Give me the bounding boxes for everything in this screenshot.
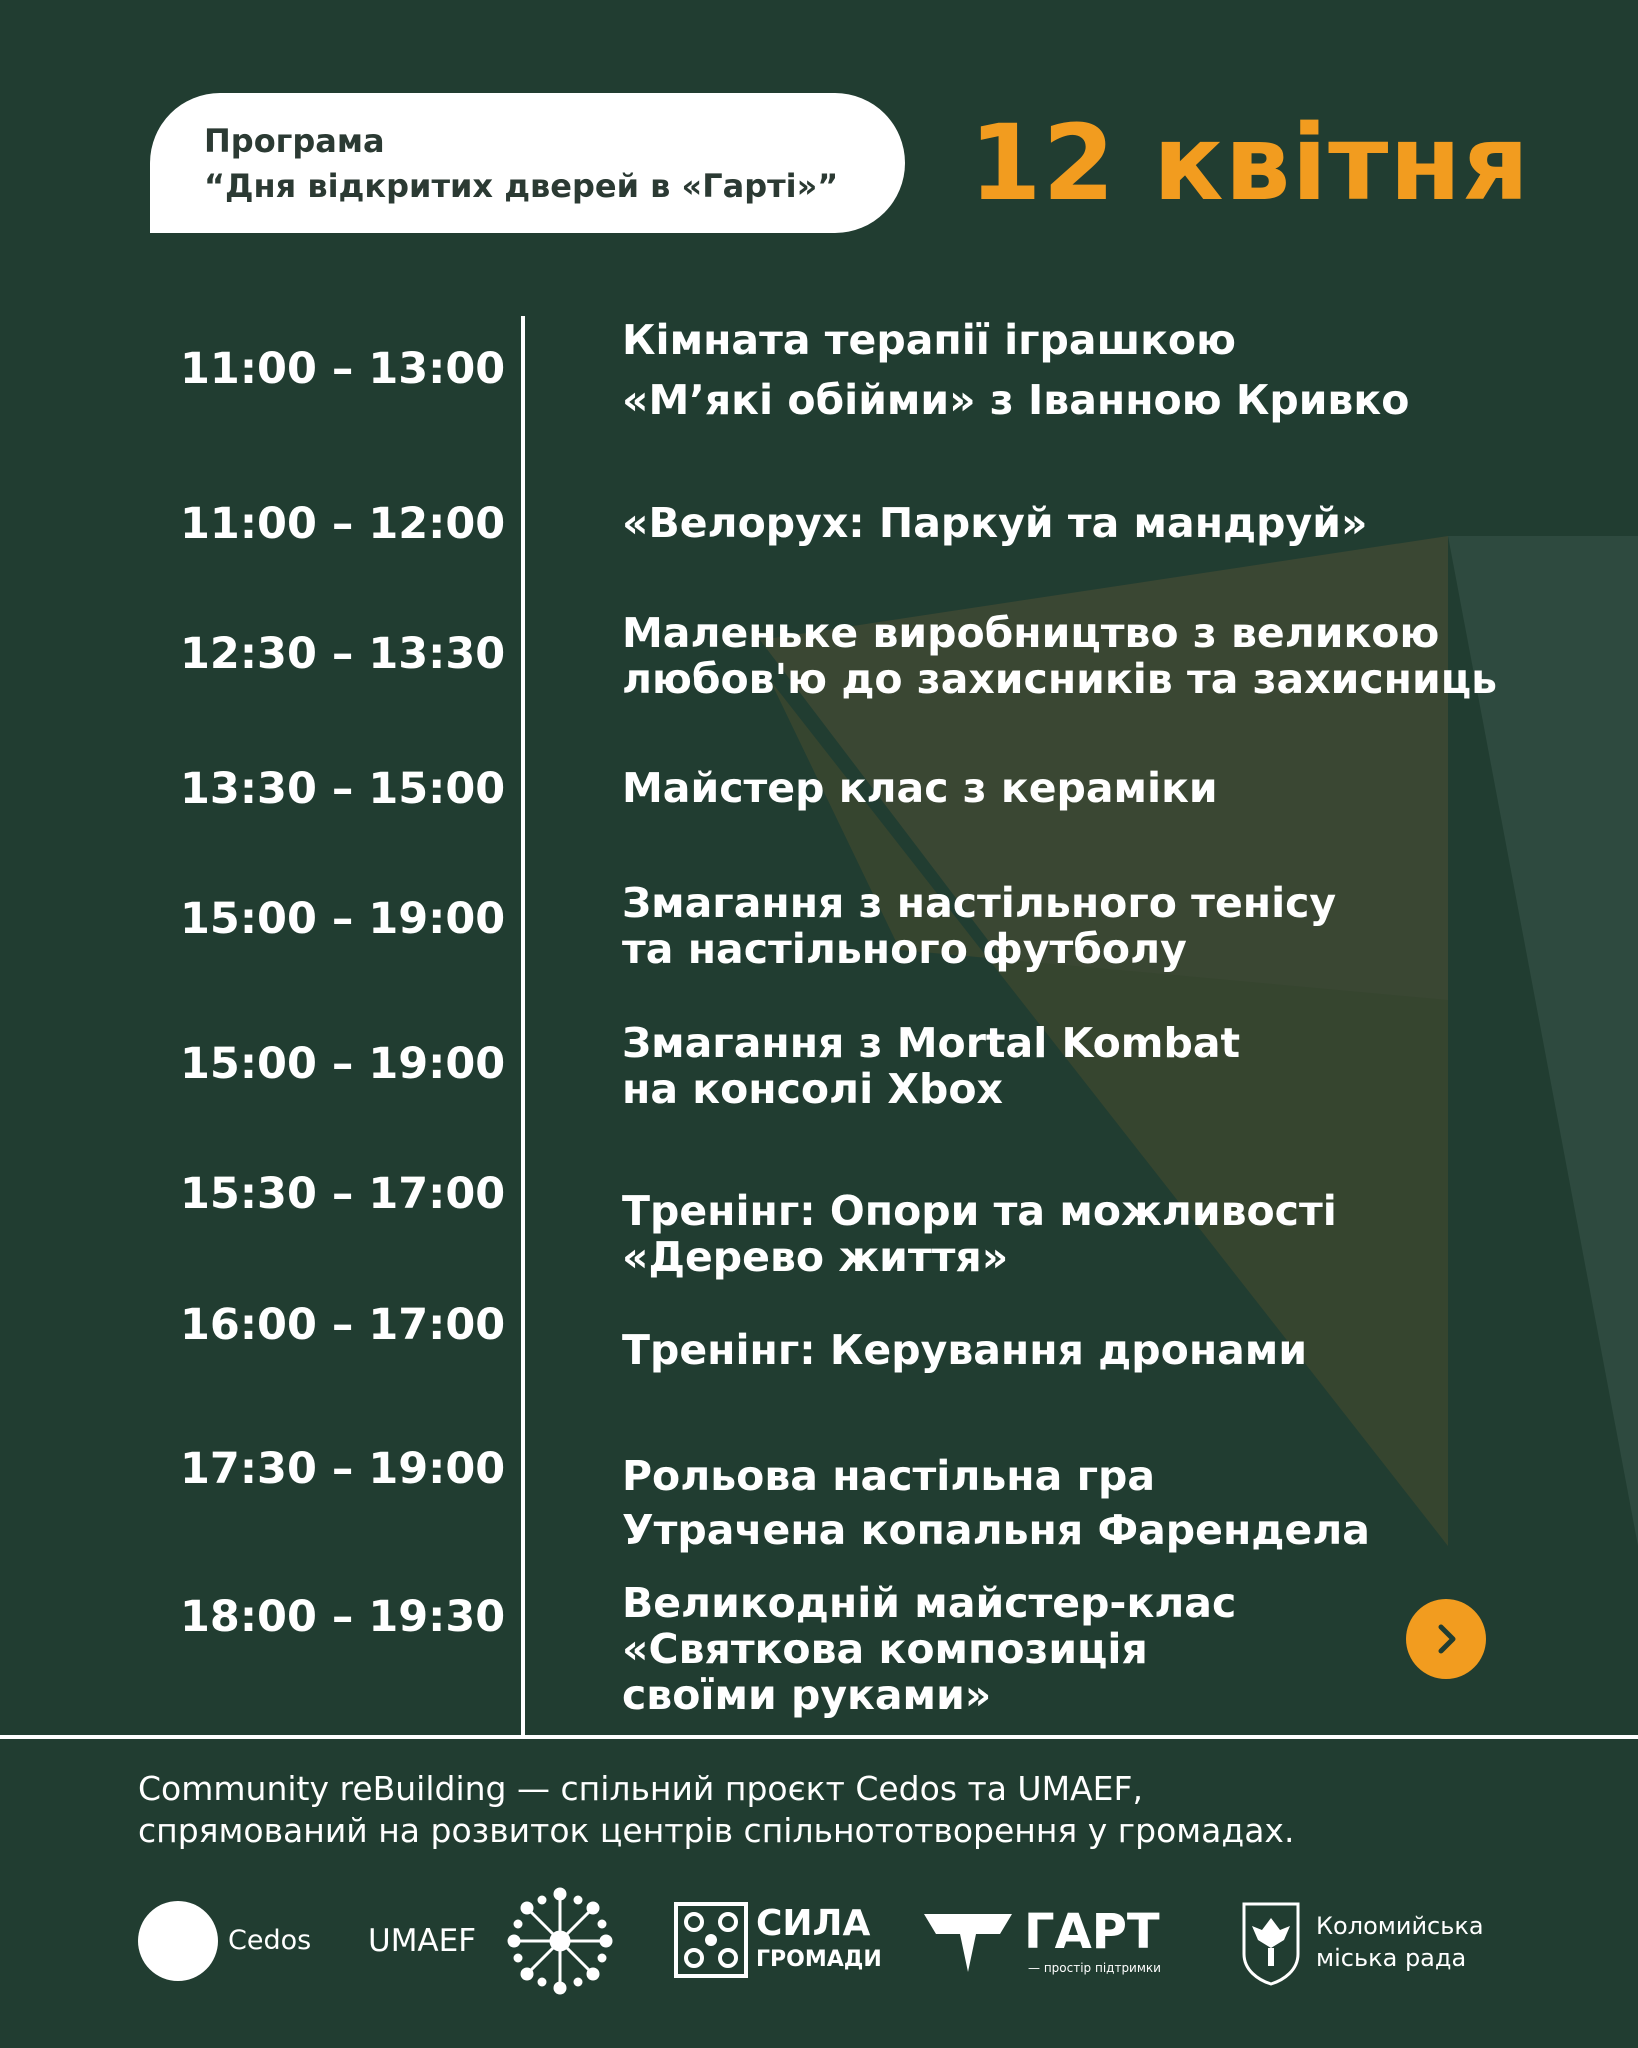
- schedule-event: [622, 310, 1582, 430]
- program-title-pill: [150, 93, 905, 233]
- chevron-right-icon: [1426, 1619, 1466, 1659]
- schedule-event: [622, 765, 1582, 811]
- event-line: Змагання з настільного тенісу: [622, 879, 1337, 927]
- schedule-time: 16:00 – 17:00: [180, 1300, 506, 1350]
- hromady-logo-text: ГРОМАДИ: [756, 1947, 882, 1972]
- hart-tagline: — простір підтримки: [1028, 1961, 1161, 1975]
- description-line: Community reBuilding — спільний проєкт Cedos та UMAEF,: [138, 1769, 1143, 1808]
- event-line: Майстер клас з кераміки: [622, 764, 1218, 812]
- hart-logo-text: ГАРТ: [1024, 1904, 1160, 1960]
- umaef-logo: [368, 1886, 624, 1996]
- schedule-event: [622, 1188, 1582, 1280]
- schedule-time: 15:00 – 19:00: [180, 1039, 506, 1089]
- cedos-logo-text: Cedos: [228, 1925, 312, 1956]
- event-line: Тренінг: Керування дронами: [622, 1326, 1308, 1374]
- event-line: Кімната терапії іграшкою: [622, 316, 1236, 364]
- cedos-circle-icon: [138, 1901, 218, 1981]
- coat-of-arms-icon: [1240, 1900, 1302, 1986]
- project-description: [138, 1768, 1294, 1852]
- event-line: «М’які обійми» з Іванною Кривко: [622, 376, 1410, 424]
- hart-shield-icon: [924, 1910, 1012, 1976]
- schedule-time: 12:30 – 13:30: [180, 629, 506, 679]
- schedule-event: [622, 610, 1582, 702]
- schedule-time: 11:00 – 13:00: [180, 344, 506, 394]
- event-line: та настільного футболу: [622, 925, 1187, 973]
- cedos-logo: [138, 1900, 318, 1982]
- schedule-event: [622, 1020, 1582, 1112]
- syla-pattern-icon: [674, 1902, 748, 1978]
- council-logo-text: міська рада: [1316, 1944, 1467, 1972]
- umaef-burst-icon: [504, 1886, 616, 1996]
- schedule-event: [622, 880, 1582, 972]
- next-button[interactable]: [1406, 1599, 1486, 1679]
- event-line: своїми руками»: [622, 1671, 992, 1719]
- schedule-time: 17:30 – 19:00: [180, 1444, 506, 1494]
- event-line: Маленьке виробництво з великою: [622, 609, 1440, 657]
- event-line: любов'ю до захисників та захисниць: [622, 655, 1498, 703]
- event-date: 12 квітня: [969, 102, 1530, 224]
- footer-divider: [0, 1735, 1638, 1739]
- hart-logo: [924, 1906, 1194, 1978]
- schedule-time: 13:30 – 15:00: [180, 764, 506, 814]
- event-line: на консолі Xbox: [622, 1065, 1003, 1113]
- umaef-logo-text: UMAEF: [368, 1923, 477, 1959]
- event-line: Змагання з Mortal Kombat: [622, 1019, 1241, 1067]
- event-line: «Святкова композиція: [622, 1625, 1148, 1673]
- schedule-event: [622, 1327, 1582, 1373]
- kolomyia-logo-text: Коломийська: [1316, 1912, 1484, 1940]
- event-line: Утрачена копальня Фарендела: [622, 1506, 1370, 1554]
- program-name: “Дня відкритих дверей в «Гарті»”: [204, 167, 839, 205]
- schedule-event: [622, 1449, 1582, 1557]
- description-line: спрямований на розвиток центрів спільнототворення у громадах.: [138, 1811, 1295, 1850]
- schedule-time: 18:00 – 19:30: [180, 1592, 506, 1642]
- syla-logo-text: СИЛА: [756, 1903, 871, 1944]
- event-line: «Дерево життя»: [622, 1233, 1009, 1281]
- syla-hromady-logo: [674, 1902, 884, 1980]
- kolomyia-council-logo: [1240, 1900, 1500, 1990]
- program-label: Програма: [204, 122, 385, 160]
- schedule-time: 15:30 – 17:00: [180, 1169, 506, 1219]
- schedule-time: 11:00 – 12:00: [180, 499, 506, 549]
- schedule-event: [622, 500, 1582, 546]
- event-line: «Велорух: Паркуй та мандруй»: [622, 499, 1368, 547]
- event-line: Тренінг: Опори та можливості: [622, 1187, 1337, 1235]
- event-line: Рольова настільна гра: [622, 1452, 1155, 1500]
- timeline-divider: [521, 316, 525, 1736]
- event-line: Великодній майстер-клас: [622, 1579, 1237, 1627]
- schedule-time: 15:00 – 19:00: [180, 894, 506, 944]
